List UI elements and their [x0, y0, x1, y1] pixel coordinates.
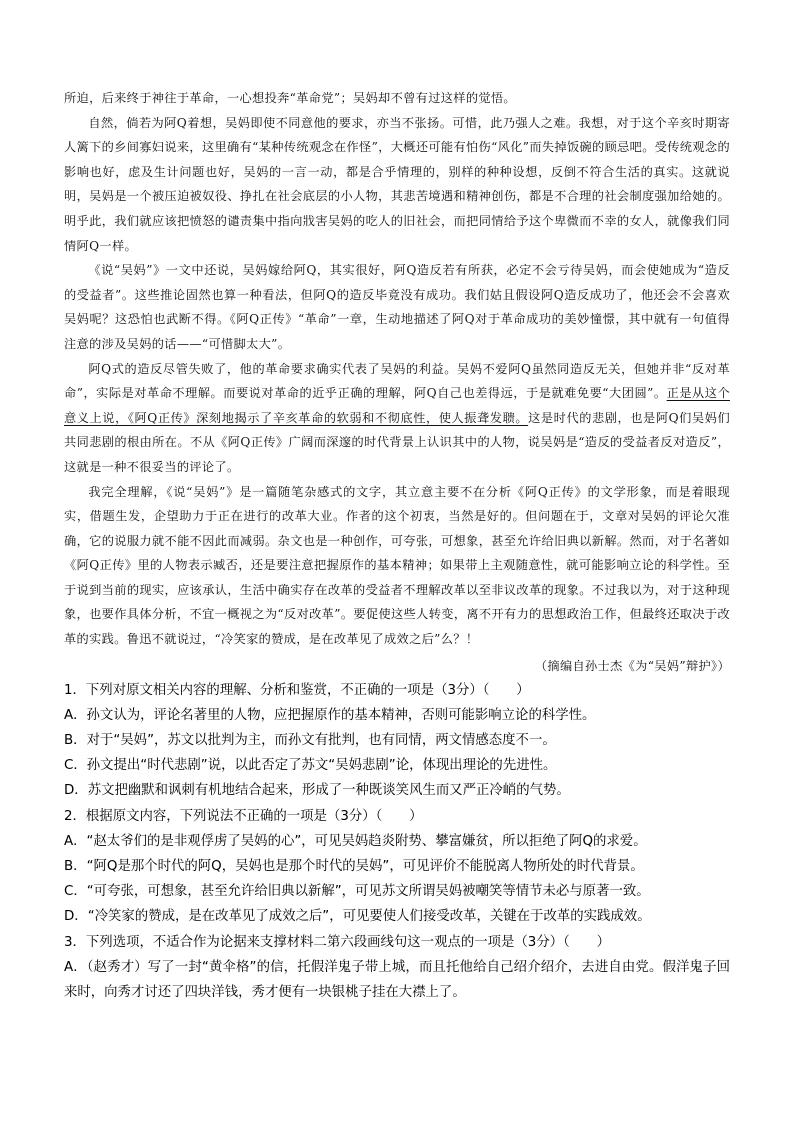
paragraph-text: 阿Q式的造反尽管失败了，他的革命要求确实代表了吴妈的利益。吴妈不爱阿Q虽然同造反无关，但她并非“反对革命”，实际是对革命不理解。而要说对革命的近乎正确的理解，阿Q自己也差得远，于是就难免要“大团圆”。	[64, 361, 730, 401]
passage-source: （摘编自孙士杰《为“吴妈”辩护》）	[534, 658, 730, 673]
option-a: A．（赵秀才）写了一封“黄伞格”的信，托假洋鬼子带上城，而且托他给自己绍介绍介，去进自由党。假洋鬼子回来时，向秀才讨还了四块洋钱，秀才便有一块银桃子挂在大襟上了。	[64, 959, 730, 1001]
paragraph	[64, 357, 730, 480]
paragraph: 所迫，后来终于神往于革命，一心想投奔“革命党”；吴妈却不曾有过这样的觉悟。	[64, 91, 516, 105]
paragraph: 我完全理解，《说“吴妈”》是一篇随笔杂感式的文字，其立意主要不在分析《阿Q正传》的文学形象，而是着眼现实，借题生发，企望助力于正在进行的改革大业。作者的这个初衷，当然是好的。但问题在于，文章对吴妈的评论欠准确，它的说服力就不能不因此而减弱。杂文也是一种创作，可夸张，可想象，甚至允许给旧典以新解。然而，对于名著如《阿Q正传》里的人物表示臧否，还是要注意把握原作的基本精神；如果带上主观随意性，就可能影响立论的科学性。至于说到当前的现实，应该承认，生活中确实存在改革的受益者不理解改革以至非议改革的现象。不过我以为，对于这种现象，也要作具体分析，不宜一概视之为“反对改革”。要促使这些人转变，离不开有力的思想政治工作，但最终还取决于改革的实践。鲁迅不就说过，“冷笑家的赞成，是在改革见了成效之后”么？！	[64, 484, 730, 647]
option-d: D．苏文把幽默和讽刺有机地结合起来，形成了一种既谈笑风生而又严正冷峭的气势。	[64, 783, 570, 799]
questions-section	[64, 678, 730, 1006]
reading-passage	[64, 86, 730, 652]
paragraph: 自然，倘若为阿Q着想，吴妈即使不同意他的要求，亦当不张扬。可惜，此乃强人之难。我想，对于这个辛亥时期寄人篱下的乡间寡妇说来，这里确有“某种传统观念在作怪”，大概还可能有怕伤“风化”而失掉饭碗的顾忌吧。受传统观念的影响也好，虑及生计问题也好，吴妈的一言一动，都是合乎情理的，别样的种种设想，反倒不符合生活的真实。这就说明，吴妈是一个被压迫被奴役、挣扎在社会底层的小人物，其悲苦境遇和精神创伤，都是不合理的社会制度强加给她的。明乎此，我们就应该把愤怒的谴责集中指向戕害吴妈的吃人的旧社会，而把同情给予这个卑微而不幸的女人，就像我们同情阿Q一样。	[64, 115, 730, 253]
option-c: C．“可夸张，可想象，甚至允许给旧典以新解”，可见苏文所谓吴妈被嘲笑等情节未必与原著一致。	[64, 884, 650, 900]
option-a: A．孙文认为，评论名著里的人物，应把握原作的基本精神，否则可能影响立论的科学性。	[64, 707, 596, 723]
question-stem: 1．下列对原文相关内容的理解、分析和鉴赏，不正确的一项是（3分）（ ）	[64, 682, 530, 698]
paragraph-text: 这是时代的悲剧，也是阿Q们吴妈们共同悲剧的根由所在。不从《阿Q正传》广阔而深邃的时代背景上认识其中的人物，说吴妈是“造反的受益者反对造反”，这就是一种不很妥当的评论了。	[64, 410, 731, 474]
option-d: D．“冷笑家的赞成，是在改革见了成效之后”，可见要使人们接受改革，关键在于改革的实践成效。	[64, 909, 651, 925]
option-b: B．对于“吴妈”，苏文以批判为主，而孙文有批判，也有同情，两文情感态度不一。	[64, 733, 556, 749]
question-3	[64, 930, 730, 1006]
question-1	[64, 678, 730, 804]
option-b: B．“阿Q是那个时代的阿Q，吴妈也是那个时代的吴妈”，可见评价不能脱离人物所处的时代背景。	[64, 859, 644, 875]
underlined-sentence: 正是从这个意义上说，《阿Q正传》深刻地揭示了辛亥革命的软弱和不彻底性，使人振聋发聩。	[64, 386, 730, 425]
option-c: C．孙文提出“时代悲剧”说，以此否定了苏文“吴妈悲剧”论，体现出理论的先进性。	[64, 758, 557, 774]
question-2	[64, 804, 730, 930]
question-stem: 2．根据原文内容，下列说法不正确的一项是（3分）（ ）	[64, 808, 423, 824]
paragraph: 《说“吴妈”》一文中还说，吴妈嫁给阿Q，其实很好，阿Q造反若有所获，必定不会亏待吴妈，而会使她成为“造反的受益者”。这些推论固然也算一种看法，但阿Q的造反毕竟没有成功。我们姑且假设阿Q造反成功了，他还会不会喜欢吴妈呢？这恐怕也武断不得。《阿Q正传》“革命”一章，生动地描述了阿Q对于革命成功的美妙憧憬，其中就有一句值得注意的涉及吴妈的话——“可惜脚太大”。	[64, 263, 730, 351]
option-a: A．“赵太爷们的是非观俘虏了吴妈的心”，可见吴妈趋炎附势、攀富嫌贫，所以拒绝了阿Q的求爱。	[64, 833, 647, 849]
question-stem: 3．下列选项，不适合作为论据来支撑材料二第六段画线句这一观点的一项是（3分）（ ）	[64, 934, 610, 950]
